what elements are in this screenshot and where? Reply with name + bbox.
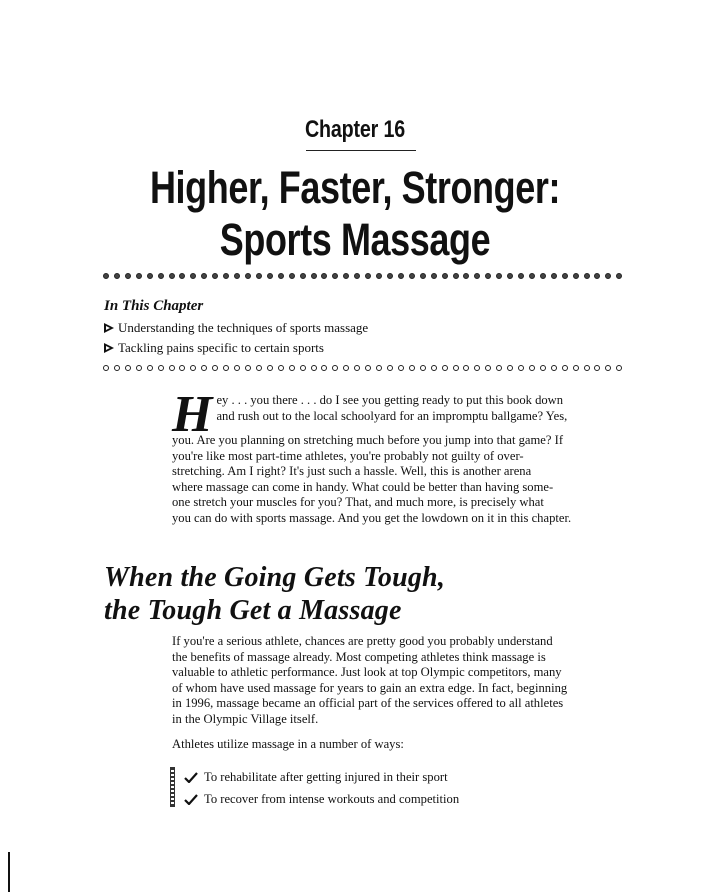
divider-dot bbox=[289, 273, 295, 279]
divider-dot bbox=[321, 365, 327, 371]
list-item bbox=[172, 788, 459, 810]
list-item bbox=[104, 338, 368, 358]
divider-dot bbox=[256, 273, 262, 279]
section-heading-line-1: When the Going Gets Tough, bbox=[104, 562, 446, 593]
divider-dot bbox=[267, 273, 273, 279]
divider-dot bbox=[540, 273, 546, 279]
divider-dot bbox=[420, 273, 426, 279]
intro-line: you're like most part-time athletes, you're probably not guilty of over- bbox=[172, 448, 524, 463]
divider-dot bbox=[431, 273, 437, 279]
divider-dot bbox=[420, 365, 426, 371]
divider-dot bbox=[376, 365, 382, 371]
divider-dot bbox=[103, 273, 109, 279]
chapter-contents-list bbox=[104, 318, 368, 358]
divider-dot bbox=[398, 365, 404, 371]
divider-dot bbox=[507, 365, 513, 371]
divider-dot bbox=[223, 273, 229, 279]
divider-dot bbox=[529, 273, 535, 279]
divider-dot bbox=[267, 365, 273, 371]
divider-dot bbox=[212, 365, 218, 371]
divider-dot bbox=[245, 365, 251, 371]
divider-dot bbox=[387, 273, 393, 279]
intro-line: and rush out to the local schoolyard for an impromptu ballgame? Yes, bbox=[216, 408, 568, 423]
divider-dot bbox=[474, 273, 480, 279]
divider-dot bbox=[409, 273, 415, 279]
chapter-title-line-2: Sports Massage bbox=[219, 214, 491, 265]
divider-dot bbox=[114, 273, 120, 279]
divider-dot bbox=[518, 365, 524, 371]
dot-divider-top bbox=[103, 272, 623, 280]
divider-dot bbox=[496, 365, 502, 371]
divider-dot bbox=[311, 273, 317, 279]
body-paragraph-2 bbox=[172, 737, 622, 753]
divider-dot bbox=[485, 273, 491, 279]
checkmark-icon bbox=[184, 793, 198, 805]
list-item bbox=[104, 318, 368, 338]
divider-dot bbox=[605, 273, 611, 279]
divider-dot bbox=[125, 273, 131, 279]
body-line: in the Olympic Village itself. bbox=[172, 711, 319, 726]
divider-dot bbox=[289, 365, 295, 371]
divider-dot bbox=[584, 273, 590, 279]
divider-dot bbox=[540, 365, 546, 371]
divider-dot bbox=[453, 365, 459, 371]
divider-dot bbox=[343, 273, 349, 279]
intro-line: you. Are you planning on stretching much before you jump into that game? If bbox=[172, 433, 564, 447]
divider-dot bbox=[245, 273, 251, 279]
divider-dot bbox=[594, 365, 600, 371]
divider-dot bbox=[474, 365, 480, 371]
toc-item-label: Tackling pains specific to certain sports bbox=[118, 340, 324, 355]
divider-dot bbox=[256, 365, 262, 371]
divider-dot bbox=[278, 365, 284, 371]
divider-dot bbox=[616, 365, 622, 371]
divider-dot bbox=[311, 365, 317, 371]
body-line: If you're a serious athlete, chances are pretty good you probably understand bbox=[172, 634, 553, 648]
divider-dot bbox=[354, 273, 360, 279]
divider-dot bbox=[551, 365, 557, 371]
divider-dot bbox=[234, 365, 240, 371]
chapter-title-line-1: Higher, Faster, Stronger: bbox=[149, 162, 561, 213]
intro-line: ey . . . you there . . . do I see you getting ready to put this book down bbox=[216, 393, 564, 407]
divider-dot bbox=[136, 273, 142, 279]
dot-divider-bottom bbox=[103, 364, 623, 372]
divider-dot bbox=[431, 365, 437, 371]
divider-dot bbox=[223, 365, 229, 371]
divider-dot bbox=[190, 365, 196, 371]
divider-dot bbox=[463, 273, 469, 279]
chapter-title bbox=[71, 162, 639, 266]
divider-dot bbox=[179, 273, 185, 279]
divider-dot bbox=[125, 365, 131, 371]
divider-dot bbox=[147, 365, 153, 371]
chapter-rule bbox=[306, 150, 416, 151]
intro-line: stretching. Am I right? It's just such a hassle. Well, this is another arena bbox=[172, 464, 532, 479]
divider-dot bbox=[485, 365, 491, 371]
athlete-uses-list bbox=[172, 766, 459, 810]
divider-dot bbox=[376, 273, 382, 279]
list-item bbox=[172, 766, 459, 788]
body-line: the benefits of massage already. Most competing athletes think massage is bbox=[172, 649, 546, 664]
divider-dot bbox=[442, 273, 448, 279]
divider-dot bbox=[518, 273, 524, 279]
divider-dot bbox=[332, 365, 338, 371]
divider-dot bbox=[201, 273, 207, 279]
in-this-chapter-heading: In This Chapter bbox=[104, 298, 204, 314]
divider-dot bbox=[169, 273, 175, 279]
divider-dot bbox=[387, 365, 393, 371]
divider-dot bbox=[562, 273, 568, 279]
divider-dot bbox=[573, 365, 579, 371]
triangle-pointer-icon bbox=[104, 343, 114, 353]
divider-dot bbox=[496, 273, 502, 279]
intro-line: where massage can come in handy. What could be better than having some- bbox=[172, 479, 554, 494]
divider-dot bbox=[179, 365, 185, 371]
body-line: of whom have used massage for years to gain an extra edge. In fact, beginning bbox=[172, 680, 568, 695]
divider-dot bbox=[114, 365, 120, 371]
divider-dot bbox=[365, 365, 371, 371]
divider-dot bbox=[365, 273, 371, 279]
divider-dot bbox=[158, 273, 164, 279]
divider-dot bbox=[398, 273, 404, 279]
divider-dot bbox=[158, 365, 164, 371]
divider-dot bbox=[169, 365, 175, 371]
divider-dot bbox=[551, 273, 557, 279]
bullet-label: To rehabilitate after getting injured in their sport bbox=[204, 770, 448, 784]
divider-dot bbox=[190, 273, 196, 279]
intro-line: one stretch your muscles for you? That, and much more, is precisely what bbox=[172, 495, 544, 510]
intro-paragraph bbox=[172, 386, 620, 527]
divider-dot bbox=[234, 273, 240, 279]
divider-dot bbox=[354, 365, 360, 371]
divider-dot bbox=[442, 365, 448, 371]
section-heading bbox=[104, 561, 445, 627]
divider-dot bbox=[300, 365, 306, 371]
checkmark-icon bbox=[184, 771, 198, 783]
divider-dot bbox=[573, 273, 579, 279]
divider-dot bbox=[147, 273, 153, 279]
page-edge-mark bbox=[8, 852, 10, 892]
body-line: valuable to athletic performance. Just look at top Olympic competitors, many bbox=[172, 665, 562, 680]
divider-dot bbox=[409, 365, 415, 371]
divider-dot bbox=[212, 273, 218, 279]
divider-dot bbox=[201, 365, 207, 371]
divider-dot bbox=[278, 273, 284, 279]
divider-dot bbox=[463, 365, 469, 371]
intro-line: you can do with sports massage. And you get the lowdown on it in this chapter. bbox=[172, 510, 572, 525]
divider-dot bbox=[605, 365, 611, 371]
divider-dot bbox=[300, 273, 306, 279]
body-line: in 1996, massage became an official part of the services offered to all athletes bbox=[172, 696, 564, 711]
divider-dot bbox=[616, 273, 622, 279]
divider-dot bbox=[343, 365, 349, 371]
divider-dot bbox=[103, 365, 109, 371]
bullet-label: To recover from intense workouts and competition bbox=[204, 792, 460, 806]
section-heading-line-2: the Tough Get a Massage bbox=[104, 595, 402, 626]
divider-dot bbox=[507, 273, 513, 279]
drop-cap: H bbox=[172, 386, 213, 443]
body-paragraph-1 bbox=[172, 634, 622, 728]
divider-dot bbox=[332, 273, 338, 279]
chapter-label: Chapter 16 bbox=[304, 116, 406, 143]
toc-item-label: Understanding the techniques of sports massage bbox=[118, 320, 369, 335]
divider-dot bbox=[584, 365, 590, 371]
divider-dot bbox=[562, 365, 568, 371]
divider-dot bbox=[594, 273, 600, 279]
body-line: Athletes utilize massage in a number of ways: bbox=[172, 737, 404, 751]
divider-dot bbox=[529, 365, 535, 371]
divider-dot bbox=[321, 273, 327, 279]
divider-dot bbox=[453, 273, 459, 279]
triangle-pointer-icon bbox=[104, 323, 114, 333]
divider-dot bbox=[136, 365, 142, 371]
